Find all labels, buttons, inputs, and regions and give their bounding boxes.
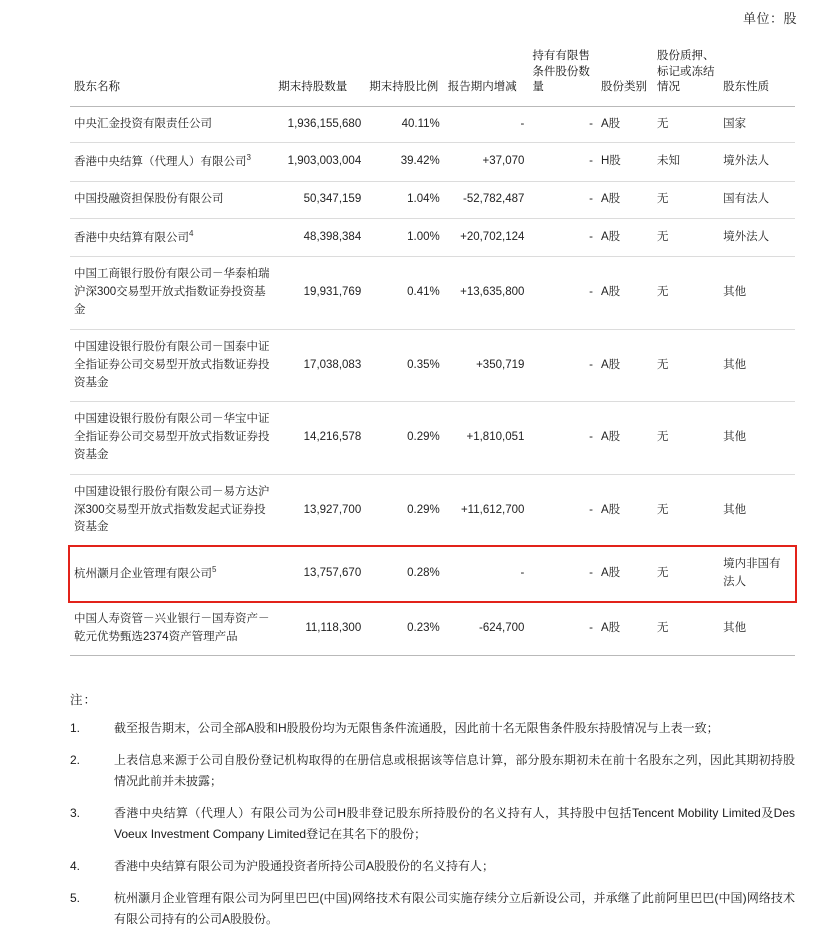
cell-ratio: 1.04% [365, 182, 444, 219]
cell-share-class: A股 [597, 182, 653, 219]
cell-pledge: 无 [653, 182, 719, 219]
cell-share-class: A股 [597, 547, 653, 602]
column-header-nature: 股东性质 [719, 43, 795, 106]
cell-share-class: A股 [597, 402, 653, 474]
note-text: 截至报告期末，公司全部A股和H股股份均为无限售条件流通股，因此前十名无限售条件股东持股情况与上表一致； [114, 721, 719, 736]
cell-share-class: H股 [597, 143, 653, 182]
cell-restricted: - [528, 218, 597, 257]
cell-shares: 17,038,083 [274, 329, 365, 401]
footnote-marker: 4 [189, 228, 194, 238]
notes-list [70, 718, 795, 930]
cell-restricted: - [528, 601, 597, 656]
column-header-pledge: 股份质押、标记或冻结情况 [653, 43, 719, 106]
note-item [70, 888, 795, 930]
column-header-class: 股份类别 [597, 43, 653, 106]
cell-change: -624,700 [444, 601, 529, 656]
cell-share-class: A股 [597, 601, 653, 656]
table-row [70, 257, 795, 329]
table-row [70, 182, 795, 219]
footnote-marker: 5 [212, 565, 217, 575]
cell-restricted: - [528, 547, 597, 602]
cell-shareholder-name [70, 547, 274, 602]
cell-share-class: A股 [597, 329, 653, 401]
cell-change: - [444, 547, 529, 602]
cell-ratio: 0.35% [365, 329, 444, 401]
cell-ratio: 1.00% [365, 218, 444, 257]
note-item [70, 856, 795, 877]
cell-ratio: 0.29% [365, 474, 444, 546]
cell-nature: 其他 [719, 402, 795, 474]
cell-ratio: 40.11% [365, 106, 444, 143]
cell-shares: 19,931,769 [274, 257, 365, 329]
column-header-ratio: 期末持股比例 [365, 43, 444, 106]
cell-restricted: - [528, 474, 597, 546]
shareholder-name-text: 中国建设银行股份有限公司－华宝中证全指证券公司交易型开放式指数证券投资基金 [74, 413, 270, 461]
note-index: 2. [70, 753, 81, 768]
note-index: 3. [70, 806, 81, 821]
cell-shares: 13,927,700 [274, 474, 365, 546]
shareholder-name-text: 杭州灏月企业管理有限公司 [74, 568, 212, 581]
shareholder-name-text: 中国人寿资管－兴业银行－国寿资产－乾元优势甄选2374资产管理产品 [74, 612, 270, 643]
cell-shareholder-name [70, 257, 274, 329]
cell-nature: 其他 [719, 601, 795, 656]
cell-pledge: 无 [653, 106, 719, 143]
cell-ratio: 0.23% [365, 601, 444, 656]
note-text: 香港中央结算（代理人）有限公司为公司H股非登记股东所持股份的名义持有人，其持股中包括Tencent Mobility Limited及Des Voeux Investment Company Limited登记在其名下的股份； [114, 806, 795, 842]
cell-pledge: 无 [653, 601, 719, 656]
cell-nature: 其他 [719, 257, 795, 329]
cell-pledge: 无 [653, 402, 719, 474]
cell-nature: 国有法人 [719, 182, 795, 219]
cell-shares: 1,903,003,004 [274, 143, 365, 182]
table-row [70, 601, 795, 656]
cell-share-class: A股 [597, 218, 653, 257]
cell-restricted: - [528, 106, 597, 143]
cell-ratio: 0.41% [365, 257, 444, 329]
cell-restricted: - [528, 402, 597, 474]
note-text: 香港中央结算有限公司为沪股通投资者所持公司A股股份的名义持有人； [114, 859, 495, 874]
cell-nature: 境外法人 [719, 218, 795, 257]
table-row [70, 402, 795, 474]
shareholder-name-text: 中央汇金投资有限责任公司 [74, 117, 212, 130]
cell-restricted: - [528, 182, 597, 219]
cell-pledge: 无 [653, 474, 719, 546]
cell-ratio: 39.42% [365, 143, 444, 182]
cell-change: -52,782,487 [444, 182, 529, 219]
column-header-name: 股东名称 [70, 43, 274, 106]
cell-nature: 其他 [719, 474, 795, 546]
note-index: 1. [70, 721, 81, 736]
column-header-restricted: 持有有限售条件股份数量 [528, 43, 597, 106]
cell-pledge: 无 [653, 329, 719, 401]
column-header-change: 报告期内增减 [444, 43, 529, 106]
cell-change: +20,702,124 [444, 218, 529, 257]
shareholder-name-text: 中国工商银行股份有限公司－华泰柏瑞沪深300交易型开放式指数证券投资基金 [74, 268, 270, 317]
table-row [70, 547, 795, 602]
cell-ratio: 0.29% [365, 402, 444, 474]
cell-shareholder-name [70, 143, 274, 182]
footnote-marker: 3 [246, 153, 251, 163]
cell-shareholder-name [70, 106, 274, 143]
cell-shares: 14,216,578 [274, 402, 365, 474]
shareholder-name-text: 中国建设银行股份有限公司－国泰中证全指证券公司交易型开放式指数证券投资基金 [74, 340, 270, 389]
cell-nature: 境内非国有法人 [719, 547, 795, 602]
cell-shares: 11,118,300 [274, 601, 365, 656]
shareholder-name-text: 香港中央结算（代理人）有限公司 [74, 156, 247, 169]
table-body [70, 106, 795, 656]
cell-shareholder-name [70, 182, 274, 219]
note-item [70, 750, 795, 792]
shareholder-name-text: 中国建设银行股份有限公司－易方达沪深300交易型开放式指数发起式证券投资基金 [74, 485, 270, 534]
shareholder-name-text: 香港中央结算有限公司 [74, 231, 189, 244]
cell-share-class: A股 [597, 474, 653, 546]
cell-shareholder-name [70, 474, 274, 546]
cell-shareholder-name [70, 329, 274, 401]
note-text: 上表信息来源于公司自股份登记机构取得的在册信息或根据该等信息计算，部分股东期初未在前十名股东之列，因此其期初持股情况此前并未披露； [114, 753, 795, 789]
cell-nature: 境外法人 [719, 143, 795, 182]
note-item [70, 718, 795, 739]
table-row [70, 106, 795, 143]
unit-label: 单位：股 [742, 11, 797, 26]
table-row [70, 143, 795, 182]
notes-title: 注： [70, 693, 98, 708]
cell-pledge: 未知 [653, 143, 719, 182]
notes-section [70, 690, 795, 930]
note-text: 杭州灏月企业管理有限公司为阿里巴巴(中国)网络技术有限公司实施存续分立后新设公司，并承继了此前阿里巴巴(中国)网络技术有限公司持有的公司A股股份。 [114, 891, 795, 927]
cell-shares: 1,936,155,680 [274, 106, 365, 143]
cell-change: +11,612,700 [444, 474, 529, 546]
cell-share-class: A股 [597, 257, 653, 329]
cell-shares: 50,347,159 [274, 182, 365, 219]
cell-change: +350,719 [444, 329, 529, 401]
cell-change: +13,635,800 [444, 257, 529, 329]
table-row [70, 329, 795, 401]
cell-pledge: 无 [653, 218, 719, 257]
table-header [70, 43, 795, 106]
note-index: 4. [70, 859, 81, 874]
cell-shares: 48,398,384 [274, 218, 365, 257]
cell-shareholder-name [70, 601, 274, 656]
cell-ratio: 0.28% [365, 547, 444, 602]
cell-change: +1,810,051 [444, 402, 529, 474]
cell-restricted: - [528, 329, 597, 401]
cell-shareholder-name [70, 402, 274, 474]
cell-change: +37,070 [444, 143, 529, 182]
cell-pledge: 无 [653, 257, 719, 329]
cell-change: - [444, 106, 529, 143]
cell-nature: 其他 [719, 329, 795, 401]
cell-nature: 国家 [719, 106, 795, 143]
table-row [70, 474, 795, 546]
column-header-shares: 期末持股数量 [274, 43, 365, 106]
cell-restricted: - [528, 143, 597, 182]
cell-share-class: A股 [597, 106, 653, 143]
cell-shareholder-name [70, 218, 274, 257]
table-header-row [70, 43, 795, 106]
table-row [70, 218, 795, 257]
cell-restricted: - [528, 257, 597, 329]
note-index: 5. [70, 891, 81, 906]
shareholders-table-container [70, 43, 795, 656]
cell-pledge: 无 [653, 547, 719, 602]
note-item [70, 803, 795, 845]
cell-shares: 13,757,670 [274, 547, 365, 602]
shareholders-table [70, 43, 795, 656]
shareholder-name-text: 中国投融资担保股份有限公司 [74, 193, 224, 205]
